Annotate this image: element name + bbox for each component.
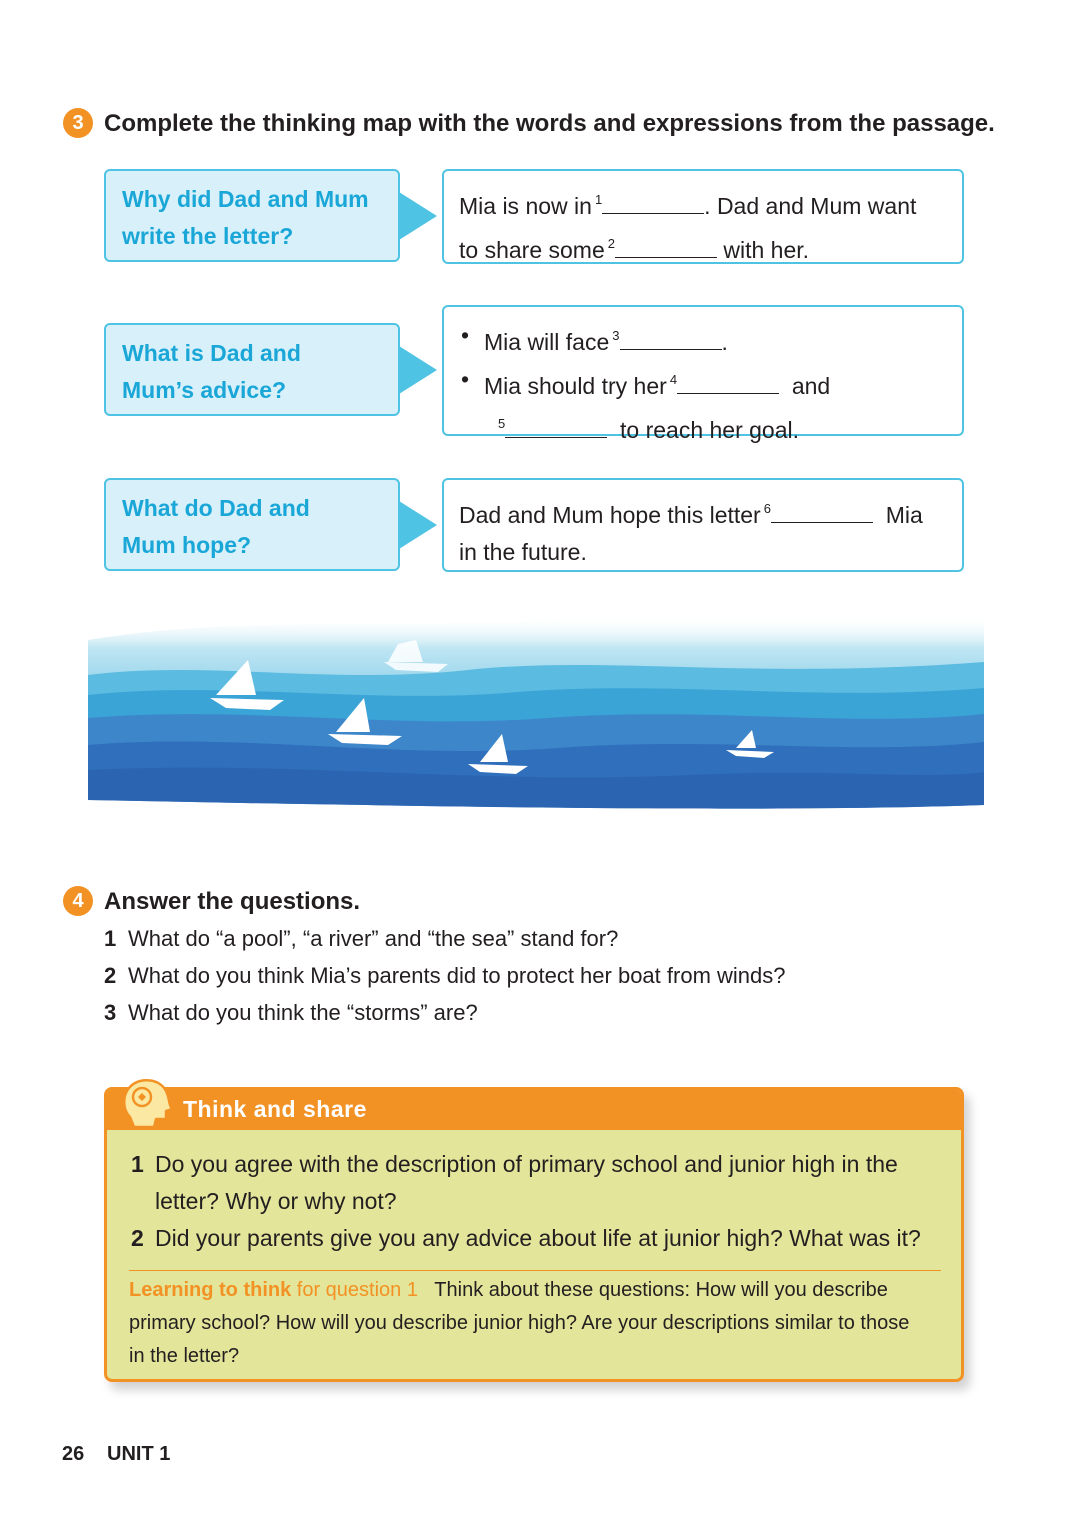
answer-text: Mia will face xyxy=(484,329,610,355)
map-answer-1-line2 xyxy=(459,225,948,269)
question-number: 2 xyxy=(131,1225,144,1251)
map-answer-2-bullet-1 xyxy=(459,317,948,361)
answer-text: to reach her goal. xyxy=(620,417,800,443)
learning-label: Learning to think xyxy=(129,1279,292,1301)
blank-number: 1 xyxy=(594,192,603,207)
learning-for: for question 1 xyxy=(296,1279,418,1301)
question-text: What do you think the “storms” are? xyxy=(128,1000,478,1025)
think-question-1 xyxy=(131,1146,898,1183)
map-question-1-line1: Why did Dad and Mum xyxy=(122,186,369,212)
map-question-2-line2: Mum’s advice? xyxy=(122,377,287,403)
answer-text: Mia should try her xyxy=(484,373,667,399)
question-number: 3 xyxy=(104,1000,117,1025)
question-text: Do you agree with the description of primary school and junior high in the xyxy=(155,1151,898,1177)
map-answer-3 xyxy=(442,478,964,572)
learning-to-think xyxy=(129,1274,929,1373)
question-text: Did your parents give you any advice about life at junior high? What was it? xyxy=(155,1225,921,1251)
question-1 xyxy=(104,926,618,952)
section-3-number: 3 xyxy=(63,108,93,138)
map-answer-2 xyxy=(442,305,964,443)
think-and-share-box xyxy=(104,1087,964,1382)
answer-text: Mia xyxy=(885,502,923,528)
answer-text: Mia is now in xyxy=(459,193,592,219)
sea-illustration xyxy=(88,600,984,815)
blank-number: 4 xyxy=(669,372,678,387)
map-question-3-line1: What do Dad and xyxy=(122,495,310,521)
question-text: What do “a pool”, “a river” and “the sea” stand for? xyxy=(128,926,619,951)
think-question-2 xyxy=(131,1220,921,1257)
map-question-1-line2: write the letter? xyxy=(122,223,294,249)
map-answer-2-bullet-2 xyxy=(459,361,948,405)
divider xyxy=(129,1270,941,1271)
page-number: 26 xyxy=(62,1443,85,1465)
question-text: What do you think Mia’s parents did to protect her boat from winds? xyxy=(128,963,786,988)
think-title: Think and share xyxy=(183,1096,367,1122)
map-question-1 xyxy=(104,169,400,262)
answer-text: Dad and Mum hope this letter xyxy=(459,502,761,528)
answer-blank-5[interactable] xyxy=(505,419,607,438)
answer-blank-2[interactable] xyxy=(615,239,717,258)
answer-blank-1[interactable] xyxy=(602,195,704,214)
arrow-right-icon xyxy=(399,192,437,240)
question-number: 2 xyxy=(104,963,117,988)
blank-number: 6 xyxy=(763,501,771,516)
answer-text: to share some xyxy=(459,237,605,263)
think-question-1-cont: letter? Why or why not? xyxy=(155,1188,397,1214)
bullet-icon: • xyxy=(461,322,470,348)
unit-label: UNIT 1 xyxy=(107,1443,171,1465)
bullet-icon: • xyxy=(461,366,470,392)
map-question-3 xyxy=(104,478,400,571)
blank-number: 3 xyxy=(612,328,620,343)
map-answer-3-line1 xyxy=(459,490,948,534)
question-number: 1 xyxy=(104,926,117,951)
answer-text: . xyxy=(721,329,728,355)
question-3 xyxy=(104,1000,478,1026)
blank-number: 5 xyxy=(498,416,506,431)
learning-text: Think about these questions: How will you describe primary school? How will you describe junior high? Are your descriptions similar to those in the letter? xyxy=(129,1279,910,1367)
map-question-3-line2: Mum hope? xyxy=(122,532,252,558)
question-2 xyxy=(104,963,786,989)
question-number: 1 xyxy=(131,1151,144,1177)
section-3-title: Complete the thinking map with the words and expressions from the passage. xyxy=(104,110,995,137)
map-answer-2-line-3 xyxy=(459,405,948,449)
section-4-title: Answer the questions. xyxy=(104,888,361,915)
answer-blank-3[interactable] xyxy=(620,331,722,350)
thinking-head-icon xyxy=(118,1073,176,1131)
answer-blank-4[interactable] xyxy=(677,375,779,394)
answer-text: . Dad and Mum want xyxy=(704,193,917,219)
map-answer-1-line1 xyxy=(459,181,948,225)
answer-blank-6[interactable] xyxy=(771,504,873,523)
blank-number: 2 xyxy=(607,236,615,251)
arrow-right-icon xyxy=(399,346,437,394)
section-4-number: 4 xyxy=(63,886,93,916)
answer-text: and xyxy=(791,373,831,399)
answer-text: with her. xyxy=(723,237,810,263)
map-question-2-line1: What is Dad and xyxy=(122,340,301,366)
map-question-2 xyxy=(104,323,400,416)
map-answer-1 xyxy=(442,169,964,264)
map-answer-3-line2: in the future. xyxy=(459,539,587,565)
arrow-right-icon xyxy=(399,501,437,549)
